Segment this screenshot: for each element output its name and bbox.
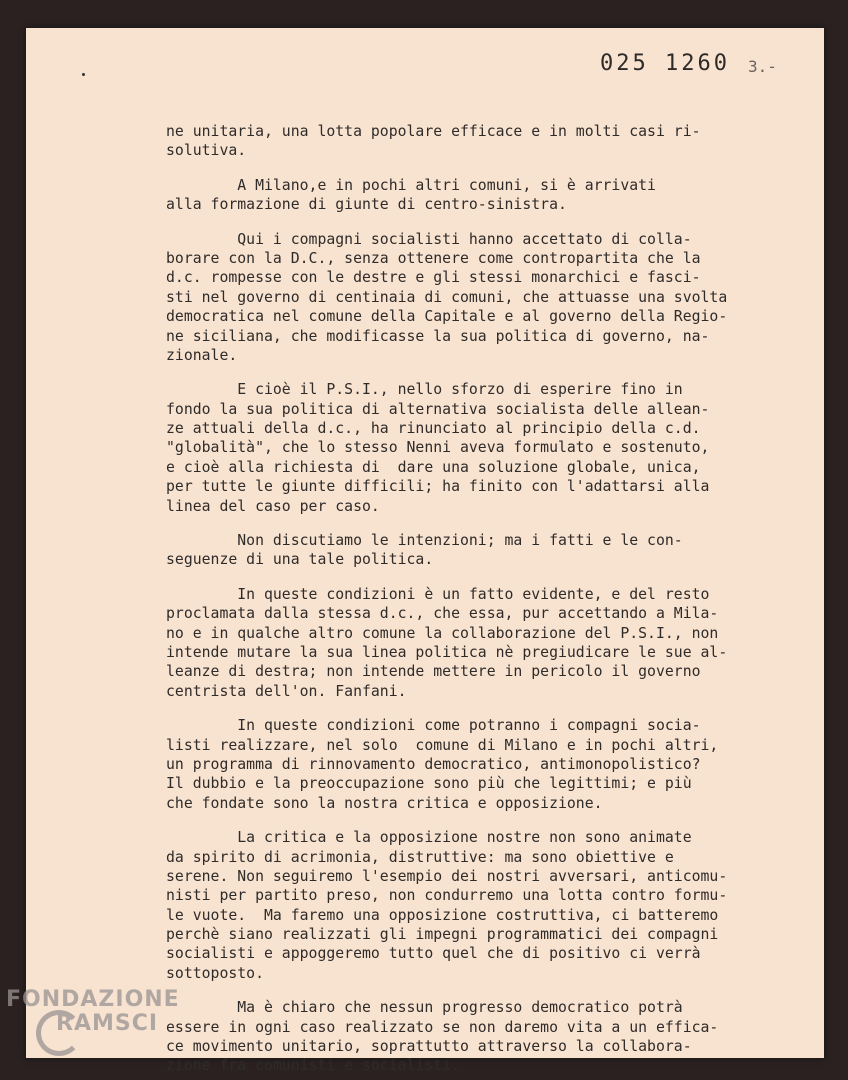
paragraph-gap [166,365,826,380]
text-line: La critica e la opposizione nostre non sono animate [166,829,692,847]
watermark-line1: FONDAZIONE [6,987,180,1012]
watermark-g-logo-icon [36,1010,82,1056]
text-line: leanze di destra; non intende mettere in pericolo il governo [166,663,701,681]
text-line: centrista dell'on. Fanfani. [166,682,407,700]
paragraph-gap [166,215,826,230]
paragraph [166,176,826,215]
reference-suffix: 3.- [748,57,777,76]
paragraph [166,828,826,983]
text-line: seguenze di una tale politica. [166,551,434,569]
text-line: "globalità", che lo stesso Nenni aveva formulato e sostenuto, [166,439,710,457]
text-line: In queste condizioni è un fatto evidente, e del resto [166,585,710,603]
document-page [26,28,824,1075]
text-line: ce movimento unitario, soprattutto attraverso la collabora- [166,1038,692,1056]
text-line: le vuote. Ma faremo una opposizione costruttiva, ci batteremo [166,906,719,924]
fondazione-gramsci-watermark [6,988,180,1036]
paragraph-gap [166,701,826,716]
text-line: zione fra comunisti e socialisti. [166,1057,460,1075]
text-line: Il dubbio e la preoccupazione sono più che legittimi; e più [166,775,692,793]
text-line: ze attuali della d.c., ha rinunciato al principio della c.d. [166,420,701,438]
text-line: A Milano,e in pochi altri comuni, si è arrivati [166,176,656,194]
text-line: Qui i compagni socialisti hanno accettato di colla- [166,230,692,248]
paragraph [166,716,826,813]
text-line: essere in ogni caso realizzato se non daremo vita a un effica- [166,1018,719,1036]
paragraph-gap [166,161,826,176]
text-line: no e in qualche altro comune la collaborazione del P.S.I., non [166,624,719,642]
text-line: che fondate sono la nostra critica e opposizione. [166,794,603,812]
paragraph [166,531,826,570]
text-line: democratica nel comune della Capitale e al governo della Regio- [166,308,728,326]
text-line: un programma di rinnovamento democratico, antimonopolistico? [166,755,701,773]
text-line: linea del caso per caso. [166,497,380,515]
text-line: sti nel governo di centinaia di comuni, che attuasse una svolta [166,288,728,306]
watermark-line2: RAMSCI [56,1011,159,1036]
text-line: proclamata dalla stessa d.c., che essa, pur accettando a Mila- [166,605,719,623]
text-line: E cioè il P.S.I., nello sforzo di esperire fino in [166,381,683,399]
paragraph [166,122,826,161]
text-line: sottoposto. [166,964,264,982]
text-line: da spirito di acrimonia, distruttive: ma sono obiettive e [166,848,674,866]
paragraph-gap [166,813,826,828]
paragraph [166,585,826,701]
text-line: ne unitaria, una lotta popolare efficace e in molti casi ri- [166,123,701,140]
text-line: perchè siano realizzati gli impegni programmatici dei compagni [166,926,719,944]
text-line: e cioè alla richiesta di dare una soluzione globale, unica, [166,458,701,476]
reference-number: 025 1260 [600,51,730,76]
text-line: ne siciliana, che modificasse la sua politica di governo, na- [166,327,710,345]
paragraph-gap [166,570,826,585]
text-line: In queste condizioni come potranno i compagni socia- [166,717,701,735]
text-line: per tutte le giunte difficili; ha finito con l'adattarsi alla [166,478,710,496]
text-line: Ma è chiaro che nessun progresso democratico potrà [166,999,683,1017]
text-line: zionale. [166,346,238,364]
document-body [166,122,826,1076]
text-line: alla formazione di giunte di centro-sinistra. [166,196,567,214]
text-line: d.c. rompesse con le destre e gli stessi monarchici e fasci- [166,269,701,287]
text-line: socialisti e appoggeremo tutto quel che di positivo ci verrà [166,945,701,963]
text-line: serene. Non seguiremo l'esempio dei nostri avversari, anticomu- [166,867,728,885]
text-line: borare con la D.C., senza ottenere come contropartita che la [166,249,701,267]
paragraph [166,998,826,1076]
text-line: fondo la sua politica di alternativa socialista delle allean- [166,400,710,418]
paragraph-gap [166,516,826,531]
text-line: Non discutiamo le intenzioni; ma i fatti e le con- [166,532,683,550]
paragraph [166,380,826,516]
paragraph [166,230,826,366]
text-line: listi realizzare, nel solo comune di Milano e in pochi altri, [166,736,719,754]
text-line: nisti per partito preso, non condurremo una lotta contro formu- [166,887,728,905]
text-line: intende mutare la sua linea politica nè pregiudicare le sue al- [166,643,728,661]
ink-dot [82,73,85,76]
paragraph-gap [166,983,826,998]
text-line: solutiva. [166,142,247,160]
